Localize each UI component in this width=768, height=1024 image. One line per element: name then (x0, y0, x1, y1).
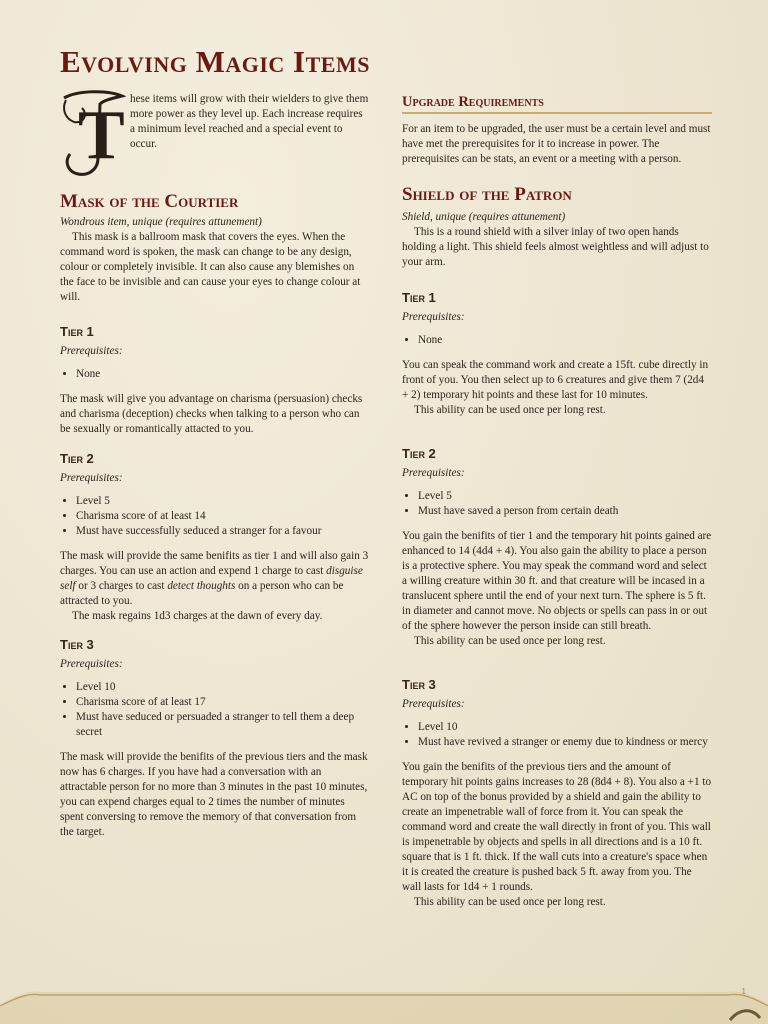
page-number: 1 (741, 987, 746, 996)
mask-tier3-title: Tier 3 (60, 637, 94, 652)
mask-tier2-text2: The mask regains 1d3 charges at the dawn of every day. (72, 610, 323, 622)
list-item: • None (76, 367, 370, 382)
intro-text: hese items will grow with their wielders to give them more power as they level up. Each increase requires a minimum level reached and a special event to occur. (130, 93, 369, 150)
prereq-label: Prerequisites: (402, 311, 465, 323)
prereq-list (402, 720, 712, 750)
list-item: • Must have revived a stranger or enemy due to kindness or mercy (418, 735, 712, 750)
list-item: • Level 5 (76, 494, 370, 509)
prereq-list (60, 680, 370, 740)
list-item: • Charisma score of at least 14 (76, 509, 370, 524)
mask-tier2-title: Tier 2 (60, 451, 94, 466)
shield-tier3-text2: This ability can be used once per long rest. (414, 896, 606, 908)
page-title: Evolving Magic Items (60, 44, 370, 79)
mask-description: This mask is a ballroom mask that covers the eyes. When the command word is spoken, the mask can change to be any design, colour or completely invisible. It can also cause any blemishes on the face to be invisible and can cause your eyes to change colour at will. (60, 231, 361, 303)
mask-tier1 (60, 324, 370, 437)
shield-tier1-text: You can speak the command work and create a 15ft. cube directly in front of you. You then select up to 6 creatures and give them 7 (2d4 + 2) temporary hit points and these last for 10 minutes. (402, 359, 709, 401)
list-item: • Charisma score of at least 17 (76, 695, 370, 710)
upgrade-title: Upgrade Requirements (402, 95, 712, 114)
mask-tier2-text: The mask will provide the same benifits as tier 1 and will also gain 3 charges. You can use an action and expend 1 charge to cast disguise self or 3 charges to cast detect thoughts on a person who can be attracted to you. (60, 550, 369, 607)
prereq-label: Prerequisites: (402, 698, 465, 710)
prereq-list (402, 489, 712, 519)
list-item: • Must have seduced or persuaded a stranger to tell them a deep secret (76, 710, 370, 740)
mask-tier2 (60, 451, 370, 624)
mask-section (60, 191, 370, 305)
prereq-list (60, 494, 370, 539)
list-item: • None (418, 333, 712, 348)
prereq-list (402, 333, 712, 348)
mask-subtitle: Wondrous item, unique (requires attunement) (60, 216, 262, 228)
drop-cap-icon (58, 88, 126, 178)
shield-tier2-title: Tier 2 (402, 446, 436, 461)
shield-tier1 (402, 290, 712, 418)
shield-tier1-text2: This ability can be used once per long rest. (414, 404, 606, 416)
list-item: • Level 10 (418, 720, 712, 735)
list-item: • Must have saved a person from certain death (418, 504, 712, 519)
prereq-label: Prerequisites: (60, 472, 123, 484)
shield-section (402, 184, 712, 270)
shield-tier3 (402, 677, 712, 910)
shield-tier3-title: Tier 3 (402, 677, 436, 692)
upgrade-text: For an item to be upgraded, the user must be a certain level and must have met the prerequisites for it to increase in power. The prerequisites can be stats, an event or a meeting with a person. (402, 123, 711, 165)
shield-tier1-title: Tier 1 (402, 290, 436, 305)
shield-tier2-text: You gain the benifits of tier 1 and the temporary hit points gained are enhanced to 14 (4d4 + 4). You also gain the ability to place a person is a protective sphere. You may speak the command word and select a willing creature within 30 ft. and that creature will be incased in a translucent sphere until the end of your next turn. The sphere is 5 ft. in diameter and cannot move. No objects or spells can pass in or out of the sphere however the person inside can still breath. (402, 530, 712, 632)
list-item: • Must have successfully seduced a stranger for a favour (76, 524, 370, 539)
shield-tier2 (402, 446, 712, 649)
intro-paragraph (60, 92, 370, 178)
svg-text:T: T (78, 97, 125, 174)
mask-tier1-title: Tier 1 (60, 324, 94, 339)
list-item: • Level 5 (418, 489, 712, 504)
footer-border-icon (0, 964, 768, 1024)
mask-tier3 (60, 637, 370, 840)
mask-tier1-text: The mask will give you advantage on charisma (persuasion) checks and charisma (deception) checks when talking to a person who can be sexually or romantically attacted to you. (60, 393, 363, 435)
shield-tier3-text: You gain the benifits of the previous tiers and the amount of temporary hit points gains increases to 28 (8d4 + 8). You also a +1 to AC on top of the bonus provided by a shield and gain the ability to create an impenetrable wall of force from it. You can speak the command word and create the wall directly in front of you. This wall is impenetrable by objects and spells in all directions and is a 10 ft. square that is 1 ft. thick. If the wall cuts into a creature's space when it is created the creature is pushed back 5 ft. away from you. The wall lasts for 1d4 + 1 rounds. (402, 761, 712, 893)
mask-tier3-text: The mask will provide the benifits of the previous tiers and the mask now has 6 charges. If you have had a conversation with an attractable person for no more than 3 minutes in the past 10 minutes, you can expend charges equal to 2 times the number of minutes spent conversing to remove the memory of that conversation from the target. (60, 751, 368, 838)
shield-description: This is a round shield with a silver inlay of two open hands holding a light. This shield feels almost weightless and will adjust to your arm. (402, 226, 709, 268)
mask-title: Mask of the Courtier (60, 191, 239, 212)
list-item: • Level 10 (76, 680, 370, 695)
upgrade-section (402, 95, 712, 167)
prereq-list (60, 367, 370, 382)
prereq-label: Prerequisites: (60, 658, 123, 670)
shield-title: Shield of the Patron (402, 184, 572, 205)
prereq-label: Prerequisites: (60, 345, 123, 357)
shield-tier2-text2: This ability can be used once per long rest. (414, 635, 606, 647)
shield-subtitle: Shield, unique (requires attunement) (402, 211, 566, 223)
prereq-label: Prerequisites: (402, 467, 465, 479)
